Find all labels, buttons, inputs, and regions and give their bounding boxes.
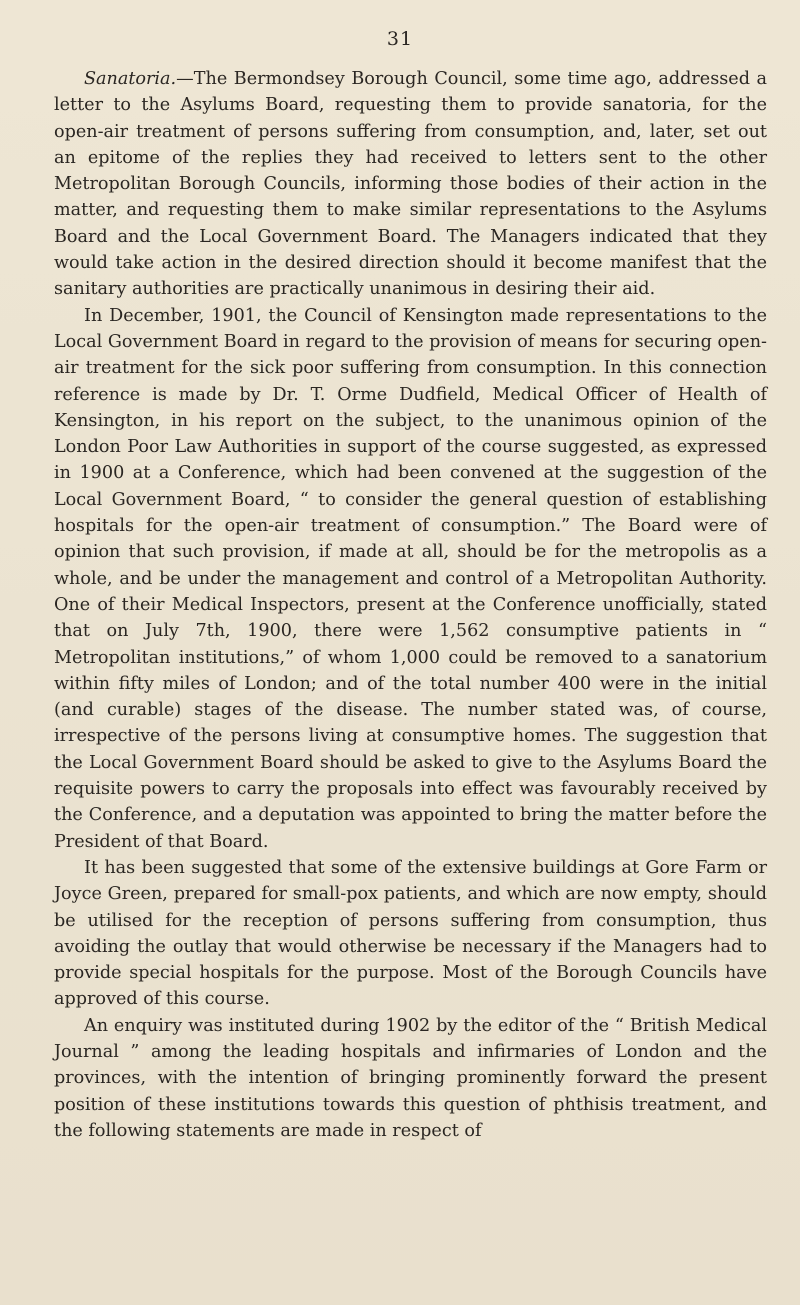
paragraph-sanatoria — [54, 66, 767, 303]
paragraph-kensington: In December, 1901, the Council of Kensington made representations to the Local Government Board in regard to the provision of means for securing open-air treatment for the sick poor suffering from consumption. In this connection reference is made by Dr. T. Orme Dudfield, Medical Officer of Health of Kensington, in his report on the subject, to the unanimous opinion of the London Poor Law Authorities in support of the course suggested, as expressed in 1900 at a Conference, which had been convened at the suggestion of the Local Government Board, “ to consider the general question of establishing hospitals for the open-air treatment of consumption.” The Board were of opinion that such provision, if made at all, should be for the metropolis as a whole, and be under the management and control of a Metropolitan Authority. One of their Medical Inspectors, present at the Conference unofficially, stated that on July 7th, 1900, there were 1,562 consumptive patients in “ Metropolitan institutions,” of whom 1,000 could be removed to a sanatorium within fifty miles of London; and of the total number 400 were in the initial (and curable) stages of the disease. The number stated was, of course, irrespective of the persons living at consumptive homes. The suggestion that the Local Government Board should be asked to give to the Asylums Board the requisite powers to carry the proposals into effect was favourably received by the Conference, and a deputation was appointed to bring the matter before the President of that Board. — [54, 305, 767, 852]
paragraph-enquiry: An enquiry was instituted during 1902 by the editor of the “ British Medical Journal ” among the leading hospitals and infirmaries of London and the provinces, with the intention of bringing prominently forward the present position of these institutions towards this question of phthisis treatment, and the following statements are made in respect of — [54, 1015, 767, 1141]
body-text — [54, 66, 767, 1144]
paragraph-gore-farm: It has been suggested that some of the extensive buildings at Gore Farm or Joyce Green, prepared for small-pox patients, and which are now empty, should be utilised for the reception of persons suffering from consumption, thus avoiding the outlay that would otherwise be necessary if the Managers had to provide special hospitals for the purpose. Most of the Borough Councils have approved of this course. — [54, 857, 767, 1010]
paragraph-text: —The Bermondsey Borough Council, some time ago, addressed a letter to the Asylums Board, requesting them to provide sanatoria, for the open-air treatment of persons suffering from consumption, and, later, set out an epitome of the replies they had received to letters sent to the other Metropolitan Borough Councils, informing those bodies of their action in the matter, and requesting them to make similar representations to the Asylums Board and the Local Government Board. The Managers indicated that they would take action in the desired direction should it become manifest that the sanitary authorities are practically unanimous in desiring their aid. — [54, 69, 767, 300]
page-number: 31 — [386, 28, 414, 50]
paragraph-lead-heading: Sanatoria. — [84, 69, 177, 89]
